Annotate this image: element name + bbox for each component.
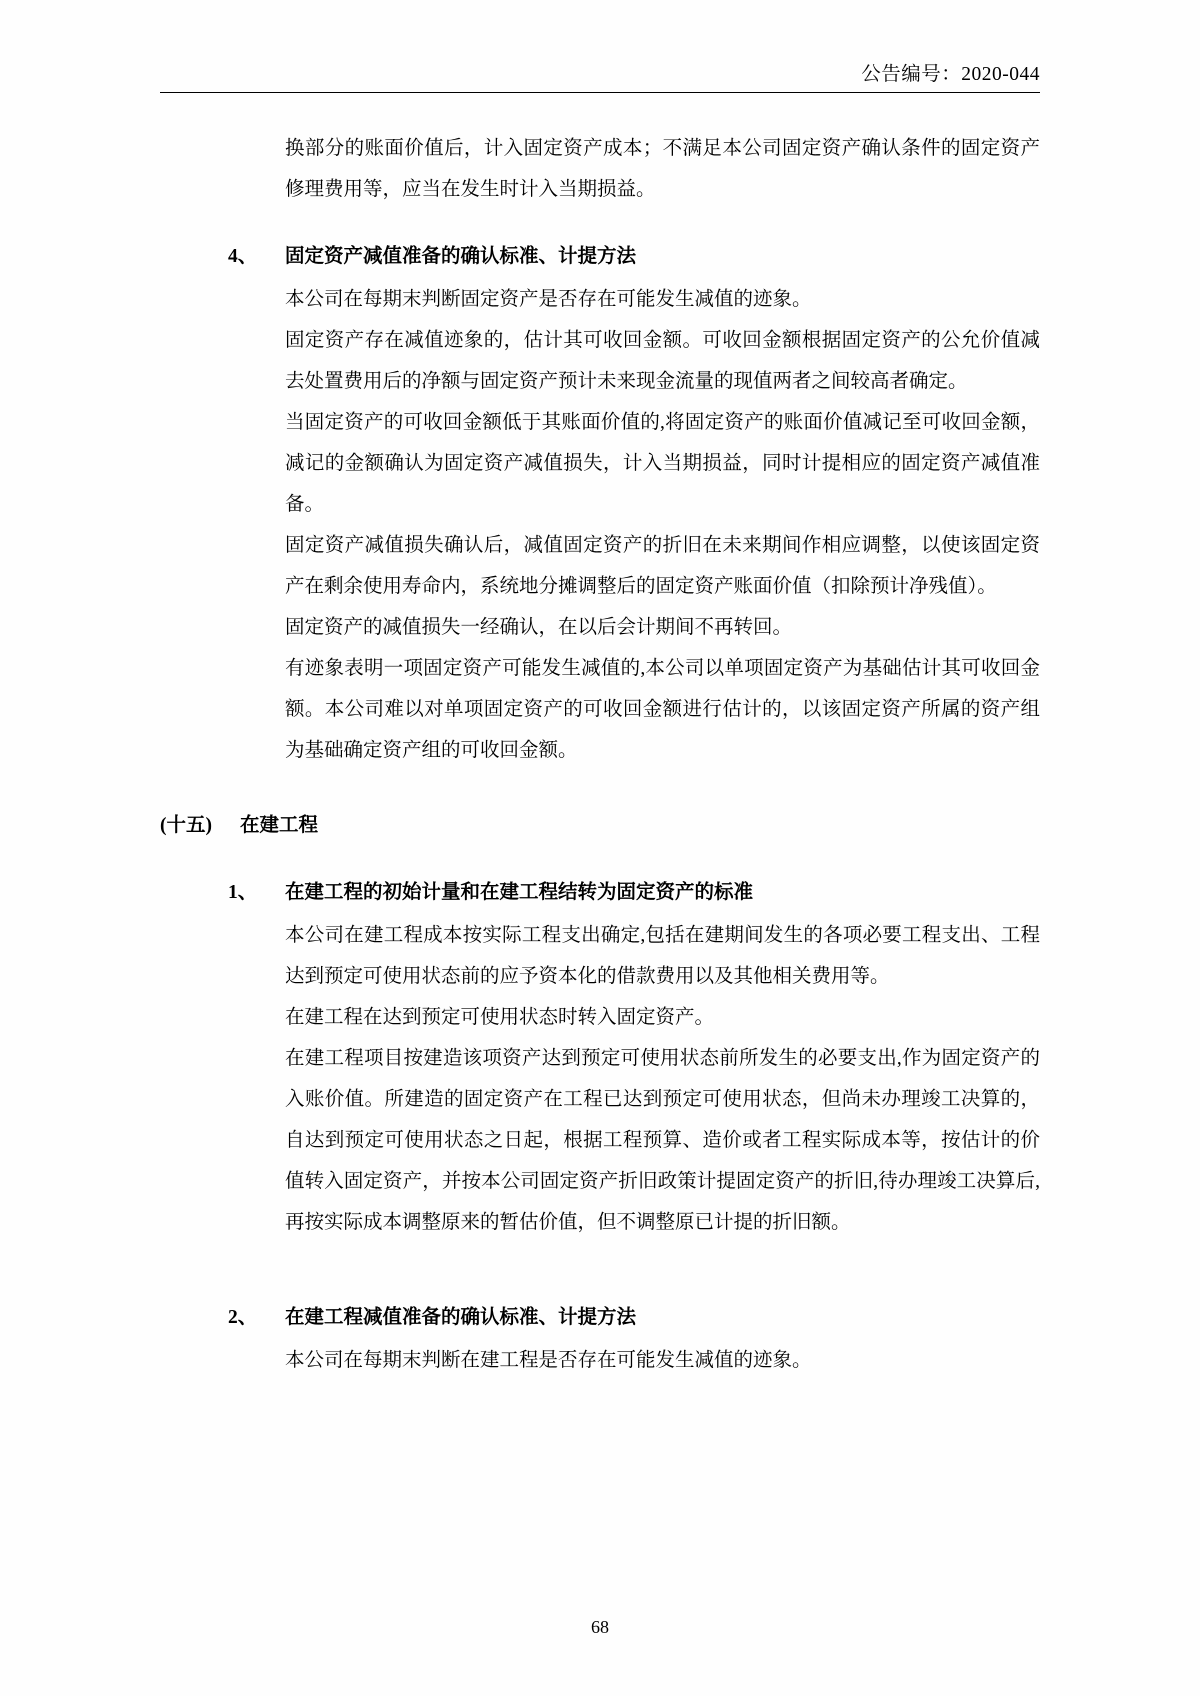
section-15-item-2-paragraph-1: 本公司在每期末判断在建工程是否存在可能发生减值的迹象。: [285, 1350, 812, 1371]
section-4-number: 4、: [228, 246, 258, 267]
intro-paragraph: 换部分的账面价值后，计入固定资产成本；不满足本公司固定资产确认条件的固定资产修理费用等，应当在发生时计入当期损益。: [285, 138, 1040, 200]
section-15-item-1-paragraph-1: 本公司在建工程成本按实际工程支出确定,包括在建期间发生的各项必要工程支出、工程达到预定可使用状态前的应予资本化的借款费用以及其他相关费用等。: [285, 925, 1040, 987]
page-content: [160, 128, 1040, 1381]
section-15-number: (十五): [160, 815, 212, 836]
section-4-paragraph-5: 固定资产的减值损失一经确认，在以后会计期间不再转回。: [285, 617, 793, 638]
page-number: 68: [591, 1617, 609, 1637]
section-4-paragraph-1: 本公司在每期末判断固定资产是否存在可能发生减值的迹象。: [285, 289, 812, 310]
page-header: [160, 58, 1040, 86]
section-15-heading: [160, 805, 1040, 846]
section-4-paragraph-3: 当固定资产的可收回金额低于其账面价值的,将固定资产的账面价值减记至可收回金额，减记的金额确认为固定资产减值损失，计入当期损益，同时计提相应的固定资产减值准备。: [285, 412, 1040, 515]
header-divider: [160, 92, 1040, 93]
section-15-item-1-paragraph-2: 在建工程在达到预定可使用状态时转入固定资产。: [285, 1007, 715, 1028]
section-15-item-1-number: 1、: [228, 882, 258, 903]
section-15-item-2-title: 在建工程减值准备的确认标准、计提方法: [285, 1307, 637, 1328]
section-4-paragraph-4: 固定资产减值损失确认后，减值固定资产的折旧在未来期间作相应调整，以使该固定资产在剩余使用寿命内，系统地分摊调整后的固定资产账面价值（扣除预计净残值）。: [285, 535, 1040, 597]
section-4-heading: [228, 236, 1040, 277]
section-15-item-1-paragraph-3: 在建工程项目按建造该项资产达到预定可使用状态前所发生的必要支出,作为固定资产的入账价值。所建造的固定资产在工程已达到预定可使用状态，但尚未办理竣工决算的，自达到预定可使用状态之日起，根据工程预算、造价或者工程实际成本等，按估计的价值转入固定资产，并按本公司固定资产折旧政策计提固定资产的折旧,待办理竣工决算后,再按实际成本调整原来的暂估价值，但不调整原已计提的折旧额。: [285, 1048, 1040, 1233]
section-15-item-1-title: 在建工程的初始计量和在建工程结转为固定资产的标准: [285, 882, 754, 903]
section-15-title: 在建工程: [240, 815, 319, 836]
section-15-item-1-heading: [228, 872, 1040, 913]
notice-number: 公告编号：2020-044: [861, 64, 1040, 85]
section-4-paragraph-2: 固定资产存在减值迹象的，估计其可收回金额。可收回金额根据固定资产的公允价值减去处置费用后的净额与固定资产预计未来现金流量的现值两者之间较高者确定。: [285, 330, 1040, 392]
section-4-title: 固定资产减值准备的确认标准、计提方法: [285, 246, 637, 267]
spacer: [160, 1243, 1040, 1271]
section-4-paragraph-6: 有迹象表明一项固定资产可能发生减值的,本公司以单项固定资产为基础估计其可收回金额。本公司难以对单项固定资产的可收回金额进行估计的，以该固定资产所属的资产组为基础确定资产组的可收回金额。: [285, 658, 1040, 761]
section-15-item-2-heading: [228, 1297, 1040, 1338]
section-15-item-2-number: 2、: [228, 1307, 258, 1328]
